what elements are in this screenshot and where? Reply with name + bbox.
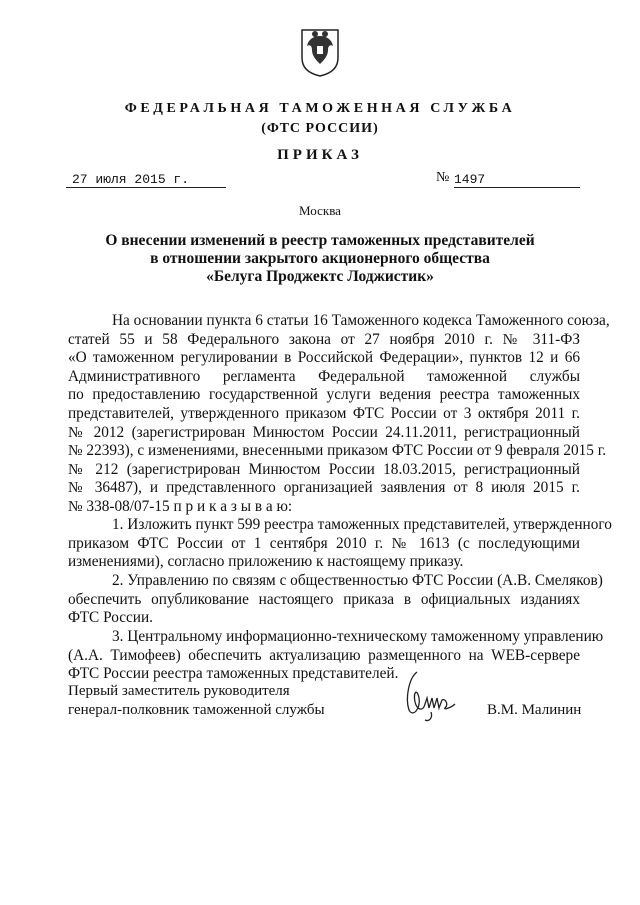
signatory-name: В.М. Малинин bbox=[487, 702, 582, 718]
order-item-line: обеспечить опубликование настоящего приказа в официальных изданиях bbox=[68, 590, 580, 608]
document-type: ПРИКАЗ bbox=[277, 147, 363, 163]
preamble-line: «О таможенном регулировании в Российской Федерации», пунктов 12 и 66 bbox=[68, 349, 580, 367]
agency-short-name: (ФТС РОССИИ) bbox=[261, 121, 379, 136]
preamble-line: по предоставлению государственной услуги ведения реестра таможенных bbox=[68, 386, 580, 404]
signatory-rank: генерал-полковник таможенной службы bbox=[68, 702, 325, 718]
order-item-line: приказом ФТС России от 1 сентября 2010 г. № 1613 (с последующими bbox=[68, 534, 580, 552]
order-item-line: изменениями), согласно приложению к настоящему приказу. bbox=[68, 553, 464, 571]
handwritten-signature bbox=[395, 668, 465, 729]
preamble-line: На основании пункта 6 статьи 16 Таможенного кодекса Таможенного союза, bbox=[112, 312, 610, 329]
order-item-line: 1. Изложить пункт 599 реестра таможенных представителей, утвержденного bbox=[112, 516, 612, 533]
preamble-line: представителей, утвержденного приказом ФТС России от 3 октября 2011 г. bbox=[68, 405, 580, 422]
order-number: 1497 bbox=[454, 172, 580, 188]
preamble-line: № 338-08/07-15 п р и к а з ы в а ю: bbox=[68, 498, 293, 515]
order-item-line: ФТС России реестра таможенных представителей. bbox=[68, 665, 399, 683]
preamble-line: № 212 (зарегистрирован Минюстом России 18.03.2015, регистрационный bbox=[68, 460, 580, 478]
agency-name: ФЕДЕРАЛЬНАЯ ТАМОЖЕННАЯ СЛУЖБА bbox=[124, 101, 516, 116]
preamble-line: № 36487), и представленного организацией заявления от 8 июля 2015 г. bbox=[68, 479, 580, 497]
order-item-line: ФТС России. bbox=[68, 609, 154, 627]
order-date: 27 июля 2015 г. bbox=[66, 172, 226, 188]
number-sign: № bbox=[436, 170, 450, 185]
order-item-line: 3. Центральному информационно-техническому таможенному управлению bbox=[112, 628, 604, 645]
emblem-icon bbox=[298, 22, 342, 78]
preamble-line: статей 55 и 58 Федерального закона от 27 ноября 2010 г. № 311-ФЗ bbox=[68, 330, 580, 348]
signatory-position: Первый заместитель руководителя bbox=[68, 683, 290, 699]
order-item-line: (А.А. Тимофеев) обеспечить актуализацию размещенного на WEB-сервере bbox=[68, 646, 580, 664]
city: Москва bbox=[299, 203, 341, 218]
order-title-line: О внесении изменений в реестр таможенных представителей bbox=[105, 232, 535, 249]
order-title-line: в отношении закрытого акционерного общества bbox=[150, 250, 490, 267]
order-item-line: 2. Управлению по связям с общественностью ФТС России (А.В. Смеляков) bbox=[112, 572, 603, 589]
preamble-line: Административного регламента Федеральной таможенной службы bbox=[68, 367, 580, 385]
preamble-line: № 22393), с изменениями, внесенными приказом ФТС России от 9 февраля 2015 г. bbox=[68, 442, 607, 460]
order-title-line: «Белуга Проджектс Лоджистик» bbox=[206, 268, 434, 285]
preamble-line: № 2012 (зарегистрирован Минюстом России 24.11.2011, регистрационный bbox=[68, 423, 580, 441]
